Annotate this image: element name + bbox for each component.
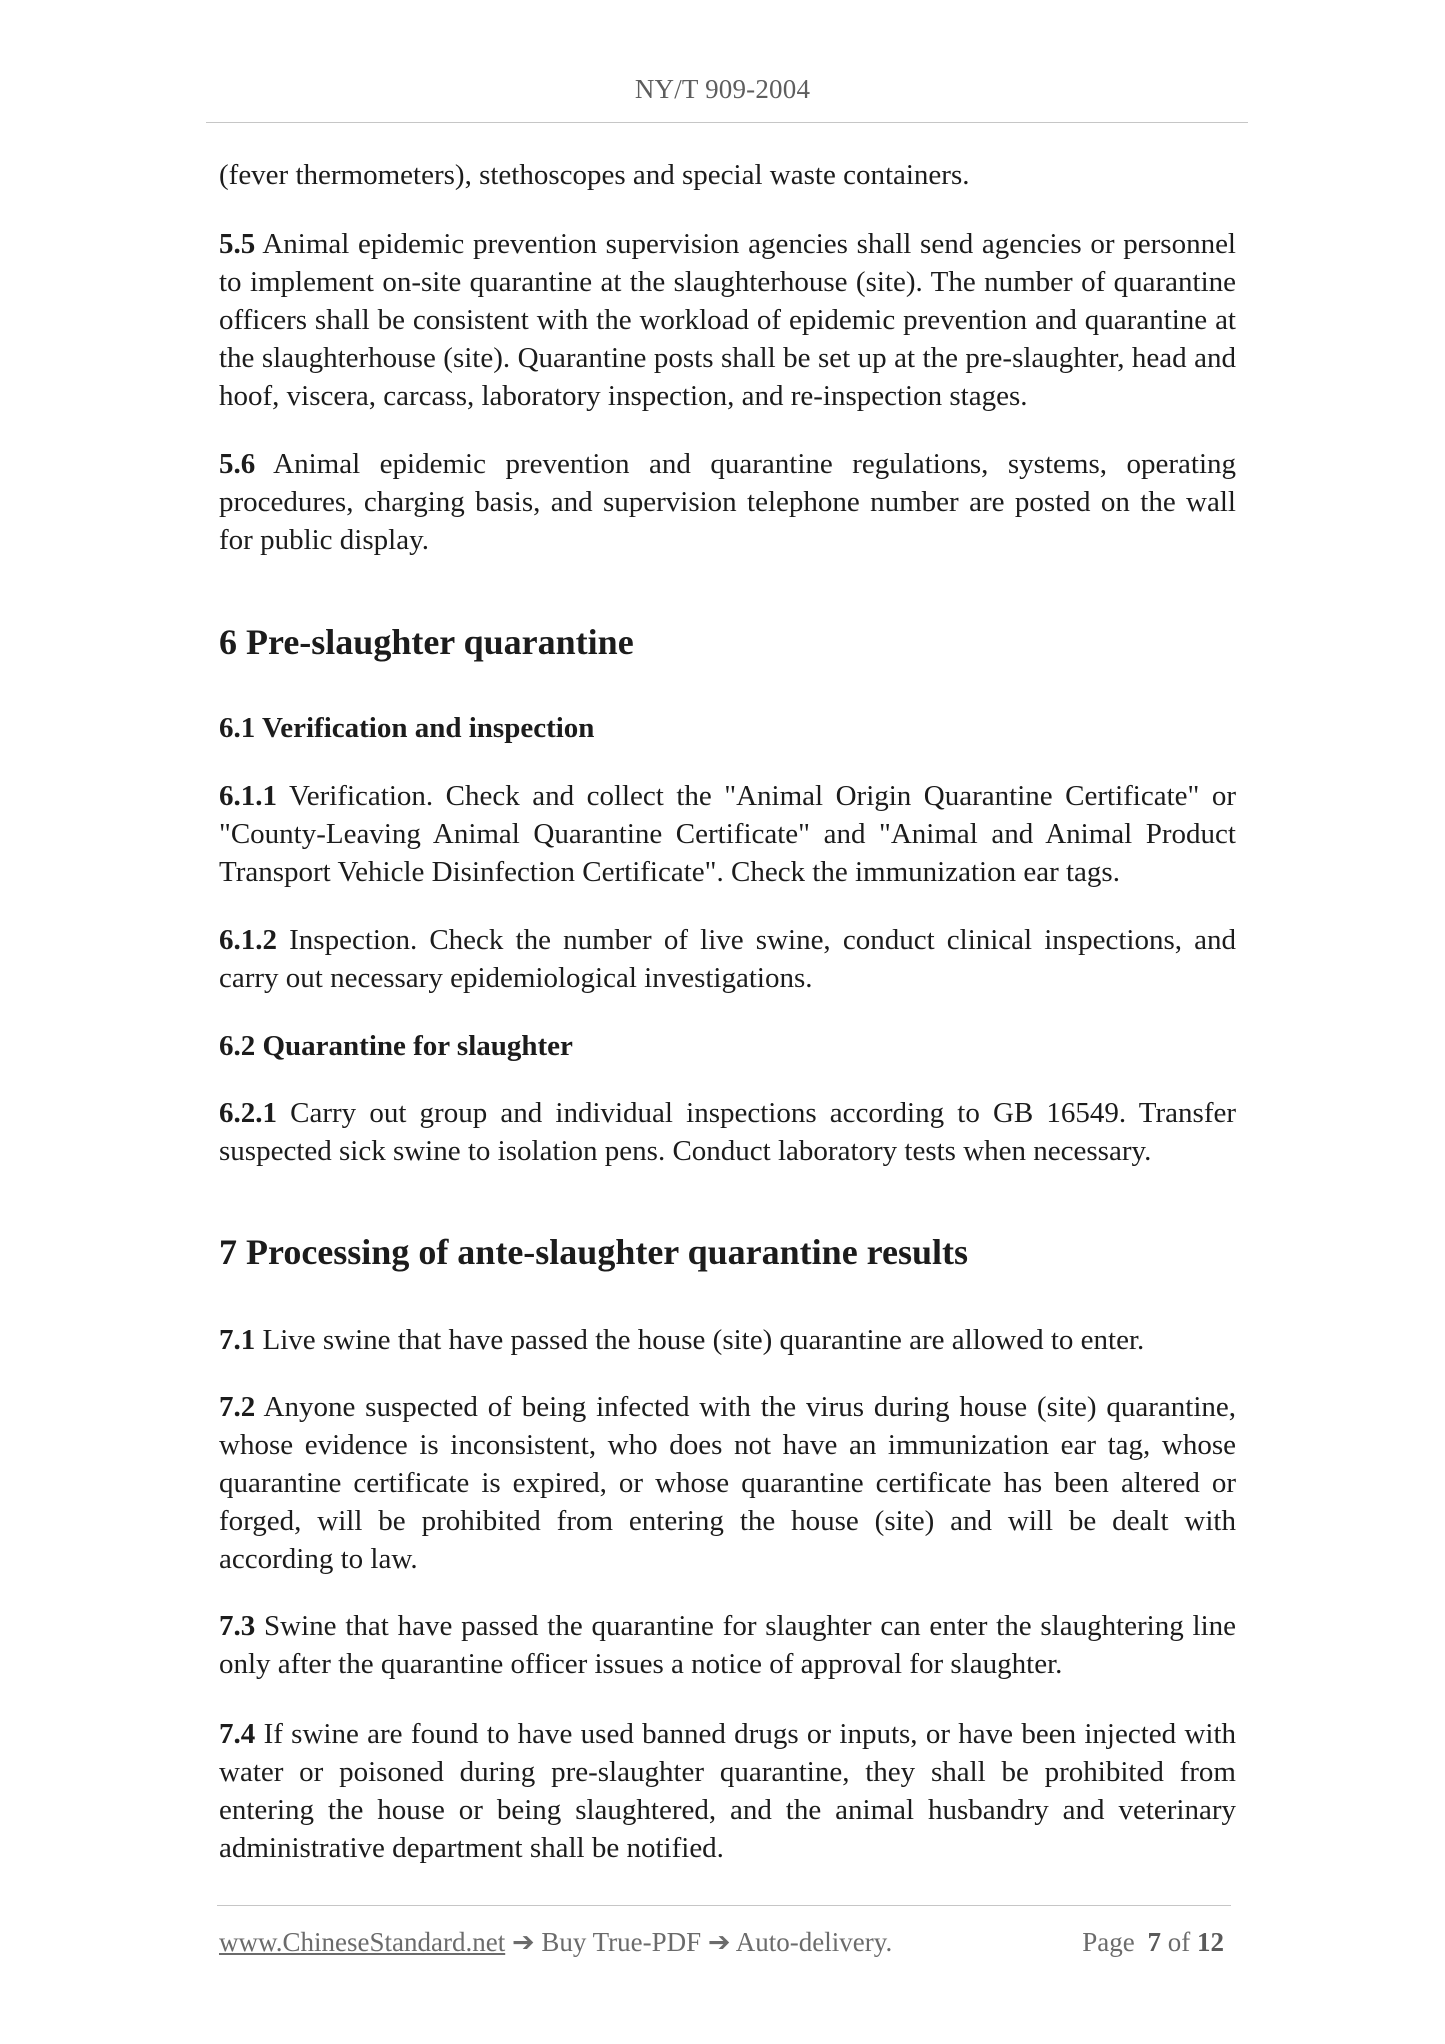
section-7-heading: 7 Processing of ante-slaughter quarantine results xyxy=(219,1232,969,1272)
subsection-6-2-heading: 6.2 Quarantine for slaughter xyxy=(219,1030,573,1062)
continuation-paragraph: (fever thermometers), stethoscopes and special waste containers. xyxy=(219,159,970,191)
clause-text: Swine that have passed the quarantine for slaughter can enter the slaughtering line only after the quarantine officer issues a notice of approval for slaughter. xyxy=(219,1610,1236,1680)
clause-6-1-2 xyxy=(219,921,1236,997)
clause-text: Inspection. Check the number of live swine, conduct clinical inspections, and carry out necessary epidemiological investigations. xyxy=(219,924,1236,994)
clause-6-2-1 xyxy=(219,1094,1236,1170)
section-6-heading: 6 Pre-slaughter quarantine xyxy=(219,622,634,662)
clause-5-5 xyxy=(219,225,1236,415)
footer-promo xyxy=(219,1925,892,1959)
clause-text: Animal epidemic prevention supervision agencies shall send agencies or personnel to implement on-site quarantine at the slaughterhouse (site). The number of quarantine officers shall be consistent with the workload of epidemic prevention and quarantine at the slaughterhouse (site). Quarantine posts shall be set up at the pre-slaughter, head and hoof, viscera, carcass, laboratory inspection, and re-inspection stages. xyxy=(219,228,1236,412)
clause-6-1-1 xyxy=(219,777,1236,891)
clause-number: 7.1 xyxy=(219,1324,256,1356)
clause-number: 6.2.1 xyxy=(219,1097,277,1129)
current-page-number: 7 xyxy=(1147,1927,1161,1957)
header-divider xyxy=(206,122,1248,123)
footer-divider xyxy=(217,1905,1231,1906)
clause-text: Carry out group and individual inspections according to GB 16549. Transfer suspected sick swine to isolation pens. Conduct laboratory tests when necessary. xyxy=(219,1097,1236,1167)
clause-number: 7.4 xyxy=(219,1718,256,1750)
total-page-count: 12 xyxy=(1197,1927,1224,1957)
clause-7-3 xyxy=(219,1607,1236,1683)
clause-7-4 xyxy=(219,1715,1236,1867)
clause-number: 7.2 xyxy=(219,1391,256,1423)
clause-text: Live swine that have passed the house (site) quarantine are allowed to enter. xyxy=(262,1324,1145,1356)
clause-text: Animal epidemic prevention and quarantine regulations, systems, operating procedures, charging basis, and supervision telephone number are posted on the wall for public display. xyxy=(219,448,1236,556)
clause-number: 6.1.1 xyxy=(219,780,277,812)
clause-text: Verification. Check and collect the "Animal Origin Quarantine Certificate" or "County-Leaving Animal Quarantine Certificate" and "Animal and Animal Product Transport Vehicle Disinfection Certificate". Check the immunization ear tags. xyxy=(219,780,1236,888)
clause-text: Anyone suspected of being infected with the virus during house (site) quarantine, whose evidence is inconsistent, who does not have an immunization ear tag, whose quarantine certificate is expired, or whose quarantine certificate has been altered or forged, will be prohibited from entering the house (site) and will be dealt with according to law. xyxy=(219,1391,1237,1575)
document-code-header: NY/T 909-2004 xyxy=(634,74,811,104)
clause-7-1 xyxy=(219,1321,1236,1359)
clause-5-6 xyxy=(219,445,1236,559)
clause-text: If swine are found to have used banned drugs or inputs, or have been injected with water or poisoned during pre-slaughter quarantine, they shall be prohibited from entering the house or being slaughtered, and the animal husbandry and veterinary administrative department shall be notified. xyxy=(219,1718,1237,1864)
page-indicator xyxy=(1082,1925,1224,1959)
website-link[interactable]: www.ChineseStandard.net xyxy=(219,1927,506,1957)
page-of-label: of xyxy=(1167,1927,1191,1957)
footer-tagline: ➔ Buy True-PDF ➔ Auto-delivery. xyxy=(511,1927,893,1957)
clause-number: 7.3 xyxy=(219,1610,256,1642)
page-label: Page xyxy=(1082,1927,1135,1957)
clause-number: 6.1.2 xyxy=(219,924,277,956)
subsection-6-1-heading: 6.1 Verification and inspection xyxy=(219,712,595,744)
clause-7-2 xyxy=(219,1388,1236,1578)
clause-number: 5.5 xyxy=(219,228,256,260)
clause-number: 5.6 xyxy=(219,448,256,480)
